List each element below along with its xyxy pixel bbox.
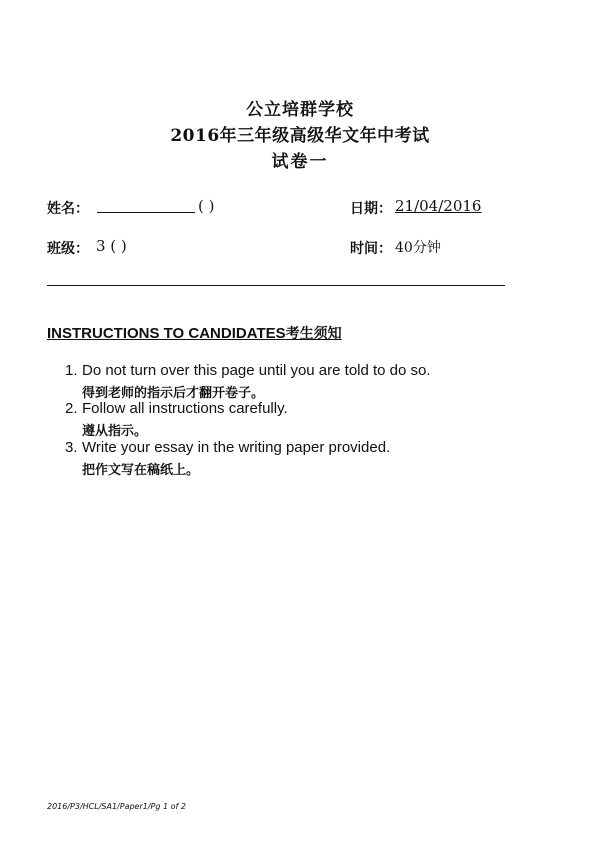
instructions-heading-en: INSTRUCTIONS TO CANDIDATES	[47, 325, 286, 342]
instruction-text-zh: 把作文写在稿纸上。	[82, 463, 200, 478]
instruction-item	[65, 439, 390, 456]
instruction-text-en: Write your essay in the writing paper provided.	[82, 439, 391, 456]
index-number-blank: ( )	[198, 197, 215, 215]
page-footer: 2016/P3/HCL/SA1/Paper1/Pg 1 of 2	[47, 802, 186, 811]
class-value: 3 ( )	[96, 237, 127, 255]
instruction-number: 1.	[65, 362, 78, 379]
name-label: 姓名：	[47, 201, 89, 217]
name-blank-line[interactable]	[97, 212, 195, 213]
instruction-item	[65, 362, 431, 379]
date-label: 日期：	[350, 201, 392, 217]
instruction-number: 2.	[65, 400, 78, 417]
instructions-heading	[47, 323, 342, 343]
paper-title: 试卷一	[271, 152, 329, 172]
instruction-text-zh: 遵从指示。	[82, 424, 148, 439]
school-name: 公立培群学校	[246, 100, 354, 120]
exam-title: 2016年三年级高级华文年中考试	[170, 126, 430, 146]
divider-line	[47, 285, 505, 286]
instruction-text-en: Do not turn over this page until you are told to do so.	[82, 362, 431, 379]
instruction-item	[65, 400, 288, 417]
class-label: 班级：	[47, 241, 89, 257]
date-value: 21/04/2016	[395, 197, 482, 215]
instruction-text-en: Follow all instructions carefully.	[82, 400, 288, 417]
instruction-text-zh: 得到老师的指示后才翻开卷子。	[82, 386, 265, 401]
time-label: 时间：	[350, 241, 392, 257]
instruction-number: 3.	[65, 439, 78, 456]
time-value: 40分钟	[395, 240, 441, 256]
instructions-heading-zh: 考生须知	[285, 326, 342, 342]
